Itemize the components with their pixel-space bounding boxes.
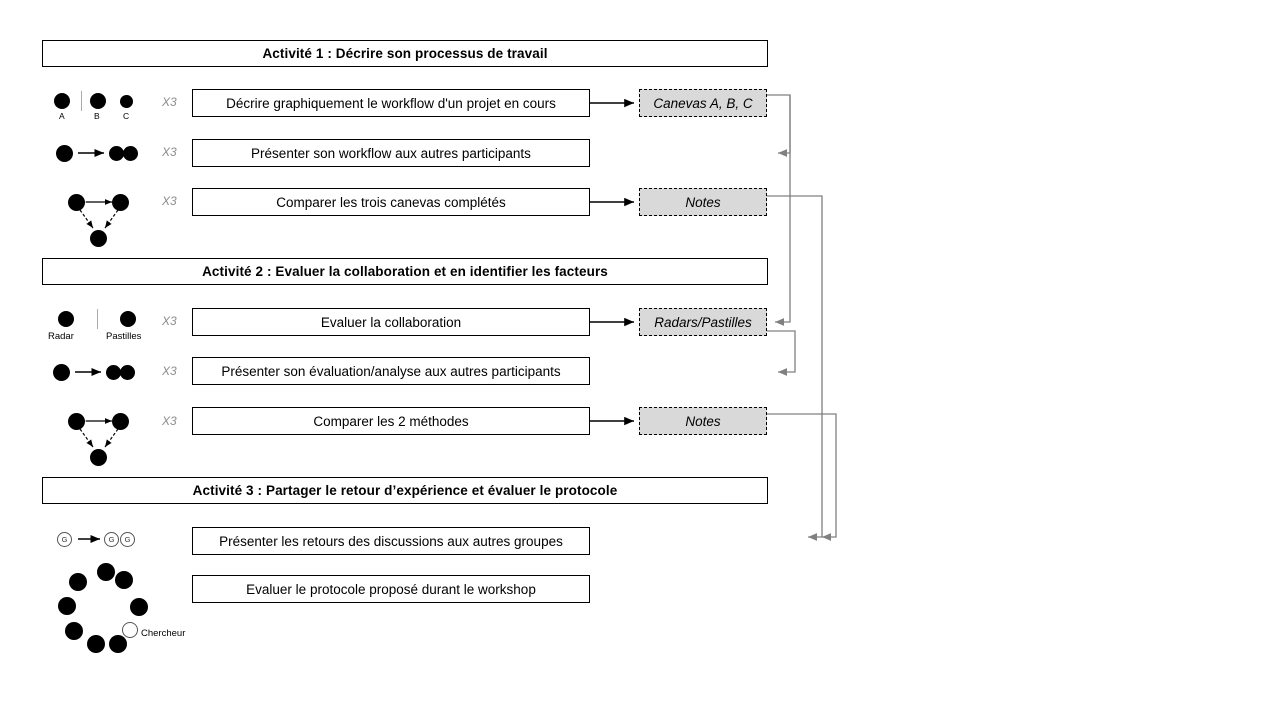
section-header-label: Activité 3 : Partager le retour d’expérience et évaluer le protocole: [192, 483, 618, 498]
task-box[interactable]: [192, 89, 590, 117]
task-label: Présenter son évaluation/analyse aux autres participants: [221, 363, 561, 379]
task-box[interactable]: [192, 407, 590, 435]
participant-dot: [97, 563, 115, 581]
radar-dot: [58, 311, 74, 327]
participant-dot: [90, 93, 106, 109]
task-box[interactable]: [192, 139, 590, 167]
task-label: Présenter son workflow aux autres participants: [251, 145, 531, 161]
artifact-label: Radars/Pastilles: [654, 314, 752, 330]
audience-dot: [106, 365, 121, 380]
section-header-label: Activité 2 : Evaluer la collaboration et en identifier les facteurs: [202, 264, 608, 279]
participant-dot: [90, 230, 107, 247]
task-box[interactable]: [192, 308, 590, 336]
repetition-label: X3: [162, 414, 177, 428]
chercheur-dot: [122, 622, 138, 638]
repetition-label: X3: [162, 364, 177, 378]
icon-divider: [81, 91, 82, 111]
presentation-group-icon: [50, 143, 150, 165]
repetition-label: X3: [162, 314, 177, 328]
participant-dot: [65, 622, 83, 640]
participant-dot: [87, 635, 105, 653]
icon-divider: [97, 309, 98, 329]
participant-dot: [53, 364, 70, 381]
section-header-label: Activité 1 : Décrire son processus de travail: [262, 46, 548, 61]
participant-dot: [115, 571, 133, 589]
circle-participants-icon: [52, 560, 197, 655]
participant-b-label: B: [94, 111, 100, 121]
comparison-triangle-icon: [50, 407, 150, 467]
group-g1-icon: G: [57, 532, 72, 547]
participants-abc-icon: [50, 88, 150, 122]
group-g2-icon: G: [104, 532, 119, 547]
section-header-activite-1: [42, 40, 768, 67]
artifact-box[interactable]: [639, 188, 767, 216]
task-box[interactable]: [192, 527, 590, 555]
participant-dot: [68, 413, 85, 430]
participant-dot: [58, 597, 76, 615]
repetition-label: X3: [162, 145, 177, 159]
artifact-box[interactable]: [639, 308, 767, 336]
artifact-label: Notes: [685, 413, 721, 429]
audience-dot: [109, 146, 124, 161]
participant-c-label: C: [123, 111, 130, 121]
radar-pastilles-icon: [48, 307, 158, 341]
repetition-label: X3: [162, 194, 177, 208]
task-box[interactable]: [192, 188, 590, 216]
chercheur-label: Chercheur: [141, 628, 186, 639]
section-header-activite-2: [42, 258, 768, 285]
artifact-box[interactable]: [639, 407, 767, 435]
section-header-activite-3: [42, 477, 768, 504]
task-label: Comparer les trois canevas complétés: [276, 194, 506, 210]
participant-dot: [112, 413, 129, 430]
repetition-label: X3: [162, 95, 177, 109]
task-label: Evaluer le protocole proposé durant le workshop: [246, 581, 536, 597]
task-label: Présenter les retours des discussions aux autres groupes: [219, 533, 563, 549]
audience-dot: [120, 365, 135, 380]
comparison-triangle-icon: [50, 188, 150, 248]
task-box[interactable]: [192, 357, 590, 385]
participant-dot: [109, 635, 127, 653]
task-label: Décrire graphiquement le workflow d'un projet en cours: [226, 95, 556, 111]
participant-dot: [90, 449, 107, 466]
pastilles-dot: [120, 311, 136, 327]
radar-label: Radar: [48, 331, 74, 342]
task-label: Evaluer la collaboration: [320, 314, 462, 330]
artifact-box[interactable]: [639, 89, 767, 117]
audience-dot: [123, 146, 138, 161]
group-g3-icon: G: [120, 532, 135, 547]
groups-presentation-icon: [50, 530, 160, 552]
artifact-label: Canevas A, B, C: [653, 95, 753, 111]
artifact-label: Notes: [685, 194, 721, 210]
participant-dot: [54, 93, 70, 109]
participant-dot: [56, 145, 73, 162]
task-label: Comparer les 2 méthodes: [313, 413, 469, 429]
participant-dot: [130, 598, 148, 616]
pastilles-label: Pastilles: [106, 331, 142, 342]
participant-dot: [120, 95, 133, 108]
participant-dot: [68, 194, 85, 211]
presentation-group-icon: [48, 362, 148, 384]
participant-dot: [69, 573, 87, 591]
participant-a-label: A: [59, 111, 65, 121]
participant-dot: [112, 194, 129, 211]
task-box[interactable]: [192, 575, 590, 603]
